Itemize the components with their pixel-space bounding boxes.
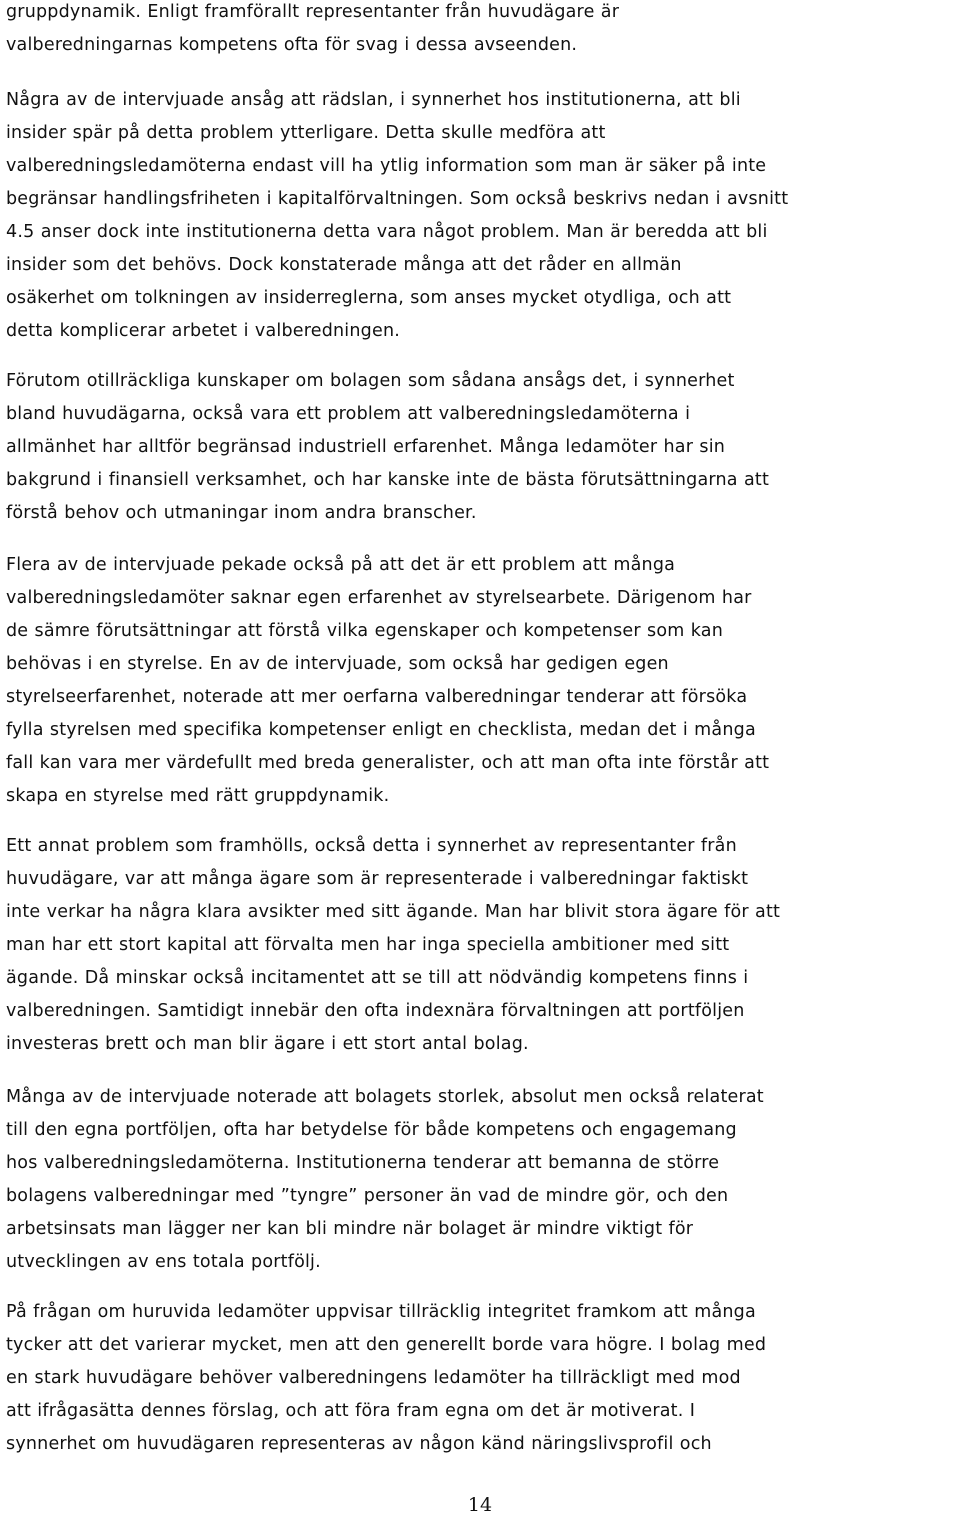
text-line: valberedningsledamöterna endast vill ha ytlig information som man är säker på inte xyxy=(6,156,767,176)
text-line: Förutom otillräckliga kunskaper om bolagen som sådana ansågs det, i synnerhet xyxy=(6,371,735,391)
text-line: skapa en styrelse med rätt gruppdynamik. xyxy=(6,786,390,806)
text-line: förstå behov och utmaningar inom andra branscher. xyxy=(6,503,477,523)
text-line: fylla styrelsen med specifika kompetenser enligt en checklista, medan det i många xyxy=(6,720,756,740)
text-line: Några av de intervjuade ansåg att rädslan, i synnerhet hos institutionerna, att bli xyxy=(6,90,741,110)
text-line: utvecklingen av ens totala portfölj. xyxy=(6,1252,321,1272)
text-line: insider spär på detta problem ytterligare. Detta skulle medföra att xyxy=(6,123,606,143)
text-line: detta komplicerar arbetet i valberedningen. xyxy=(6,321,400,341)
text-line: behövas i en styrelse. En av de intervjuade, som också har gedigen egen xyxy=(6,654,669,674)
text-line: Flera av de intervjuade pekade också på att det är ett problem att många xyxy=(6,555,676,575)
text-line: allmänhet har alltför begränsad industriell erfarenhet. Många ledamöter har sin xyxy=(6,437,726,457)
text-line: bolagens valberedningar med ”tyngre” personer än vad de mindre gör, och den xyxy=(6,1186,729,1206)
text-line: ägande. Då minskar också incitamentet att se till att nödvändig kompetens finns i xyxy=(6,968,749,988)
text-line: valberedningsledamöter saknar egen erfarenhet av styrelsearbete. Därigenom har xyxy=(6,588,752,608)
text-line: inte verkar ha några klara avsikter med sitt ägande. Man har blivit stora ägare för att xyxy=(6,902,781,922)
text-line: bakgrund i finansiell verksamhet, och har kanske inte de bästa förutsättningarna att xyxy=(6,470,769,490)
text-line: 4.5 anser dock inte institutionerna detta vara något problem. Man är beredda att bli xyxy=(6,222,768,242)
text-line: valberedningarnas kompetens ofta för svag i dessa avseenden. xyxy=(6,35,578,55)
text-line: Många av de intervjuade noterade att bolagets storlek, absolut men också relaterat xyxy=(6,1087,764,1107)
text-line: gruppdynamik. Enligt framförallt representanter från huvudägare är xyxy=(6,2,620,22)
text-line: investeras brett och man blir ägare i ett stort antal bolag. xyxy=(6,1034,529,1054)
text-line: bland huvudägarna, också vara ett problem att valberedningsledamöterna i xyxy=(6,404,691,424)
text-line: synnerhet om huvudägaren representeras av någon känd näringslivsprofil och xyxy=(6,1434,712,1454)
text-line: en stark huvudägare behöver valberedningens ledamöter ha tillräckligt med mod xyxy=(6,1368,741,1388)
text-line: På frågan om huruvida ledamöter uppvisar tillräcklig integritet framkom att många xyxy=(6,1302,756,1322)
text-line: att ifrågasätta dennes förslag, och att föra fram egna om det är motiverat. I xyxy=(6,1401,696,1421)
text-line: styrelseerfarenhet, noterade att mer oerfarna valberedningar tenderar att försöka xyxy=(6,687,748,707)
text-line: fall kan vara mer värdefullt med breda generalister, och att man ofta inte förstår att xyxy=(6,753,770,773)
text-line: valberedningen. Samtidigt innebär den ofta indexnära förvaltningen att portföljen xyxy=(6,1001,745,1021)
text-line: till den egna portföljen, ofta har betydelse för både kompetens och engagemang xyxy=(6,1120,737,1140)
text-line: arbetsinsats man lägger ner kan bli mindre när bolaget är mindre viktigt för xyxy=(6,1219,694,1239)
text-line: hos valberedningsledamöterna. Institutionerna tenderar att bemanna de större xyxy=(6,1153,720,1173)
text-line: huvudägare, var att många ägare som är representerade i valberedningar faktiskt xyxy=(6,869,749,889)
text-line: insider som det behövs. Dock konstaterade många att det råder en allmän xyxy=(6,255,682,275)
text-line: Ett annat problem som framhölls, också detta i synnerhet av representanter från xyxy=(6,836,737,856)
text-line: osäkerhet om tolkningen av insiderreglerna, som anses mycket otydliga, och att xyxy=(6,288,732,308)
text-line: de sämre förutsättningar att förstå vilka egenskaper och kompetenser som kan xyxy=(6,621,724,641)
page-number: 14 xyxy=(467,1494,493,1516)
text-line: man har ett stort kapital att förvalta men har inga speciella ambitioner med sitt xyxy=(6,935,730,955)
text-line: tycker att det varierar mycket, men att den generellt borde vara högre. I bolag med xyxy=(6,1335,767,1355)
text-line: begränsar handlingsfriheten i kapitalförvaltningen. Som också beskrivs nedan i avsnitt xyxy=(6,189,789,209)
